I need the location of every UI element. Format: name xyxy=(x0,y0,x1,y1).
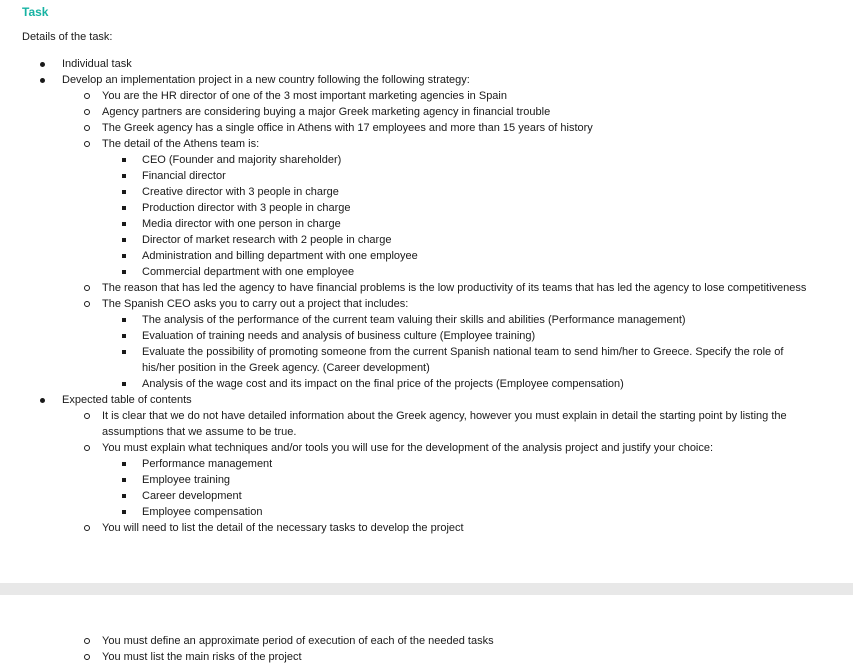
team-item: Creative director with 3 people in charge xyxy=(142,186,339,198)
list-item: You will need to list the detail of the necessary tasks to develop the project xyxy=(102,522,464,534)
tool-item: Employee compensation xyxy=(142,506,263,518)
square-bullet-icon xyxy=(122,216,126,232)
list-item: You must explain what techniques and/or tools you will use for the development of the analysis project and justify your choice: xyxy=(102,442,714,454)
circle-bullet-icon xyxy=(84,120,90,136)
square-bullet-icon xyxy=(122,232,126,248)
task-heading: Task xyxy=(22,5,49,19)
circle-bullet-icon xyxy=(84,633,90,649)
list-item: Agency partners are considering buying a major Greek marketing agency in financial trouble xyxy=(102,106,551,118)
list-item: It is clear that we do not have detailed information about the Greek agency, however you must explain in detail the starting point by listing the xyxy=(102,410,787,422)
square-bullet-icon xyxy=(122,504,126,520)
circle-bullet-icon xyxy=(84,136,90,152)
page-break xyxy=(0,583,853,595)
list-item: The detail of the Athens team is: xyxy=(102,138,260,150)
circle-bullet-icon xyxy=(84,440,90,456)
disc-bullet-icon xyxy=(40,72,45,88)
circle-bullet-icon xyxy=(84,88,90,104)
team-item: Financial director xyxy=(142,170,226,182)
list-item: The Greek agency has a single office in Athens with 17 employees and more than 15 years of history xyxy=(102,122,593,134)
details-label: Details of the task: xyxy=(22,31,113,43)
list-item: Individual task xyxy=(62,58,132,70)
list-item-continuation: assumptions that we assume to be true. xyxy=(102,426,297,438)
circle-bullet-icon xyxy=(84,408,90,424)
team-item: Commercial department with one employee xyxy=(142,266,355,278)
circle-bullet-icon xyxy=(84,280,90,296)
circle-bullet-icon xyxy=(84,296,90,312)
square-bullet-icon xyxy=(122,248,126,264)
list-item: The reason that has led the agency to have financial problems is the low productivity of its teams that has led the agency to lose competitiveness xyxy=(102,282,807,294)
square-bullet-icon xyxy=(122,344,126,360)
square-bullet-icon xyxy=(122,312,126,328)
square-bullet-icon xyxy=(122,264,126,280)
square-bullet-icon xyxy=(122,488,126,504)
square-bullet-icon xyxy=(122,184,126,200)
disc-bullet-icon xyxy=(40,56,45,72)
square-bullet-icon xyxy=(122,328,126,344)
tool-item: Employee training xyxy=(142,474,231,486)
circle-bullet-icon xyxy=(84,649,90,665)
list-item: Expected table of contents xyxy=(62,394,192,406)
project-item: Evaluation of training needs and analysis of business culture (Employee training) xyxy=(142,330,536,342)
list-item: You must list the main risks of the project xyxy=(102,651,302,663)
circle-bullet-icon xyxy=(84,520,90,536)
disc-bullet-icon xyxy=(40,392,45,408)
list-item: The Spanish CEO asks you to carry out a project that includes: xyxy=(102,298,409,310)
square-bullet-icon xyxy=(122,152,126,168)
square-bullet-icon xyxy=(122,200,126,216)
document-page-2 xyxy=(0,595,853,666)
square-bullet-icon xyxy=(122,168,126,184)
team-item: CEO (Founder and majority shareholder) xyxy=(142,154,342,166)
list-item: You must define an approximate period of execution of each of the needed tasks xyxy=(102,635,494,647)
circle-bullet-icon xyxy=(84,104,90,120)
list-item: You are the HR director of one of the 3 most important marketing agencies in Spain xyxy=(102,90,507,102)
team-item: Director of market research with 2 people in charge xyxy=(142,234,392,246)
project-item-continuation: his/her position in the Greek agency. (Career development) xyxy=(142,362,430,374)
project-item: The analysis of the performance of the current team valuing their skills and abilities (Performance management) xyxy=(142,314,686,326)
square-bullet-icon xyxy=(122,472,126,488)
team-item: Media director with one person in charge xyxy=(142,218,341,230)
project-item: Evaluate the possibility of promoting someone from the current Spanish national team to send him/her to Greece. Specify the role of xyxy=(142,346,784,358)
list-item: Develop an implementation project in a new country following the following strategy: xyxy=(62,74,470,86)
project-item: Analysis of the wage cost and its impact on the final price of the projects (Employee compensation) xyxy=(142,378,624,390)
square-bullet-icon xyxy=(122,456,126,472)
square-bullet-icon xyxy=(122,376,126,392)
tool-item: Career development xyxy=(142,490,242,502)
team-item: Production director with 3 people in charge xyxy=(142,202,351,214)
tool-item: Performance management xyxy=(142,458,273,470)
team-item: Administration and billing department with one employee xyxy=(142,250,418,262)
